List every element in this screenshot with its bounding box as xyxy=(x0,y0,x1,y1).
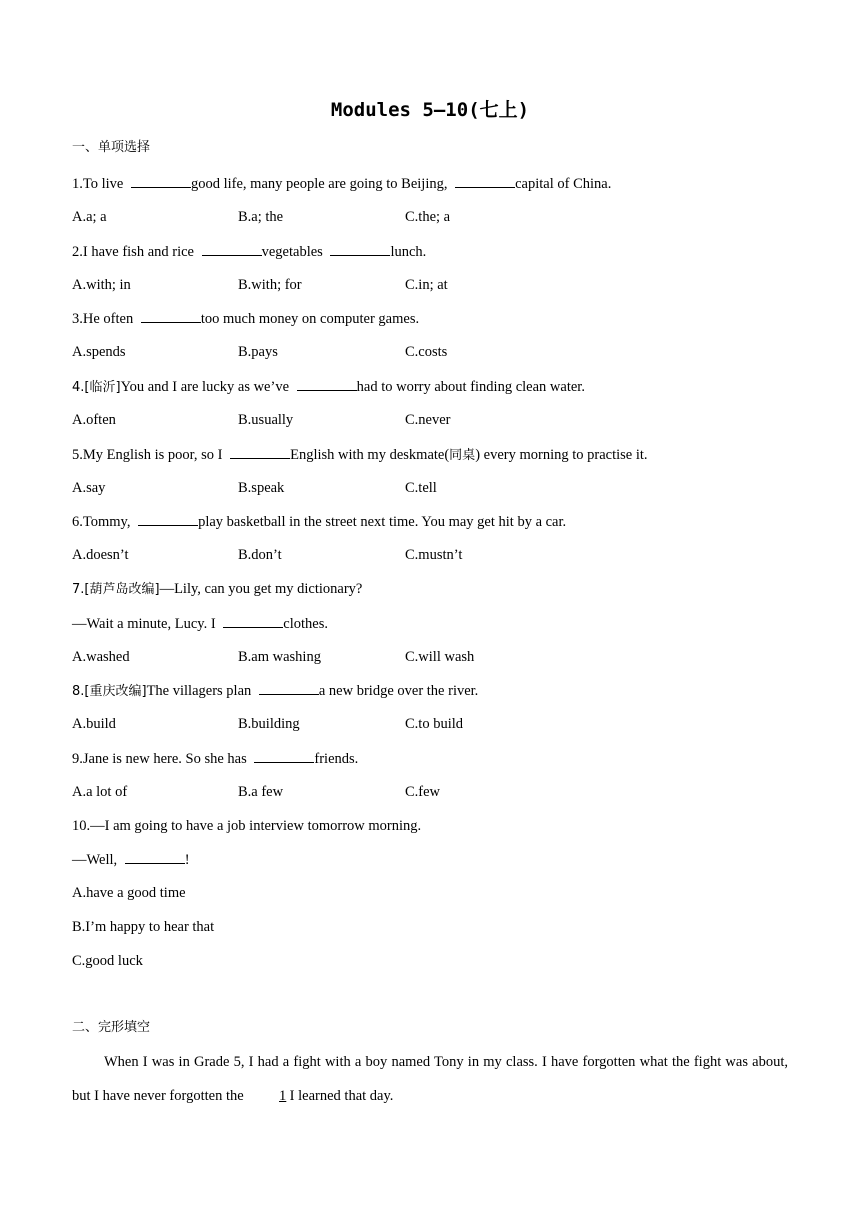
answer-blank xyxy=(259,680,319,695)
option-b: B.a few xyxy=(238,784,284,800)
question-4: 4.[临沂]You and I are lucky as we’ve had to worry about finding clean water. xyxy=(72,376,788,398)
option-b: B.building xyxy=(238,716,300,732)
answer-blank xyxy=(230,444,290,459)
question-3-options xyxy=(72,342,788,362)
question-7-options xyxy=(72,647,788,667)
answer-blank xyxy=(138,511,198,526)
option-b: B.with; for xyxy=(238,277,302,293)
option-b: B.usually xyxy=(238,412,294,428)
gloss-tag: 同桌 xyxy=(449,448,476,463)
question-9-options xyxy=(72,782,788,802)
option-a: A.doesn’t xyxy=(72,547,129,563)
answer-blank xyxy=(455,173,515,188)
question-2: 2.I have fish and rice vegetables lunch. xyxy=(72,241,788,262)
option-c: C.to build xyxy=(405,716,464,732)
option-c: C.few xyxy=(405,784,441,800)
answer-blank xyxy=(125,849,185,864)
question-8-options xyxy=(72,714,788,734)
question-5: 5.My English is poor, so I English with my deskmate(同桌) every morning to practise it. xyxy=(72,444,788,466)
section-heading-choice: 一、单项选择 xyxy=(72,140,151,155)
question-5-options xyxy=(72,478,788,498)
answer-blank xyxy=(202,241,262,256)
question-10-line-2: —Well, ! xyxy=(72,849,788,870)
question-2-options xyxy=(72,275,788,295)
option-c: C.costs xyxy=(405,344,448,360)
option-c: C.will wash xyxy=(405,649,475,665)
answer-blank xyxy=(131,173,191,188)
answer-blank xyxy=(223,613,283,628)
cloze-paragraph: When I was in Grade 5, I had a fight with a boy named Tony in my class. I have forgotten what the fight was about, but I have never forgotten the 1 I learned that day. xyxy=(72,1045,788,1113)
answer-blank xyxy=(297,376,357,391)
question-10: 10.—I am going to have a job interview tomorrow morning. xyxy=(72,818,422,834)
option-c: C.never xyxy=(405,412,451,428)
question-10-option-c: C.good luck xyxy=(72,953,143,969)
option-a: A.with; in xyxy=(72,277,131,293)
section-heading-cloze: 二、完形填空 xyxy=(72,1020,151,1035)
question-3: 3.He often too much money on computer games. xyxy=(72,308,788,329)
question-6-options xyxy=(72,545,788,565)
option-a: A.say xyxy=(72,480,106,496)
option-c: C.mustn’t xyxy=(405,547,463,563)
option-c: C.the; a xyxy=(405,209,451,225)
question-8: 8.[重庆改编]The villagers plan a new bridge over the river. xyxy=(72,680,788,702)
question-10-option-b: B.I’m happy to hear that xyxy=(72,919,215,935)
option-b: B.am washing xyxy=(238,649,321,665)
source-tag: 8.[重庆改编] xyxy=(72,684,147,699)
option-a: A.a; a xyxy=(72,209,107,225)
answer-blank xyxy=(330,241,390,256)
cloze-blank-1: 1 xyxy=(279,1088,287,1104)
answer-blank xyxy=(254,748,314,763)
source-tag: 7.[葫芦岛改编] xyxy=(72,582,160,597)
option-b: B.pays xyxy=(238,344,278,360)
source-tag: 4.[临沂] xyxy=(72,380,121,395)
question-1-options xyxy=(72,207,788,227)
page-title: Modules 5—10(七上) xyxy=(330,99,530,121)
question-10-option-a: A.have a good time xyxy=(72,885,186,901)
option-c: C.in; at xyxy=(405,277,448,293)
question-6: 6.Tommy, play basketball in the street next time. You may get hit by a car. xyxy=(72,511,788,532)
question-9: 9.Jane is new here. So she has friends. xyxy=(72,748,788,769)
question-7: 7.[葫芦岛改编]—Lily, can you get my dictionary? xyxy=(72,581,363,597)
question-4-options xyxy=(72,410,788,430)
option-a: A.spends xyxy=(72,344,126,360)
option-a: A.washed xyxy=(72,649,130,665)
question-7-line-2: —Wait a minute, Lucy. I clothes. xyxy=(72,613,788,634)
option-c: C.tell xyxy=(405,480,437,496)
question-1: 1.To live good life, many people are going to Beijing, capital of China. xyxy=(72,173,788,194)
answer-blank xyxy=(141,308,201,323)
option-a: A.build xyxy=(72,716,116,732)
option-b: B.don’t xyxy=(238,547,282,563)
option-b: B.a; the xyxy=(238,209,284,225)
option-a: A.often xyxy=(72,412,116,428)
option-b: B.speak xyxy=(238,480,285,496)
option-a: A.a lot of xyxy=(72,784,128,800)
